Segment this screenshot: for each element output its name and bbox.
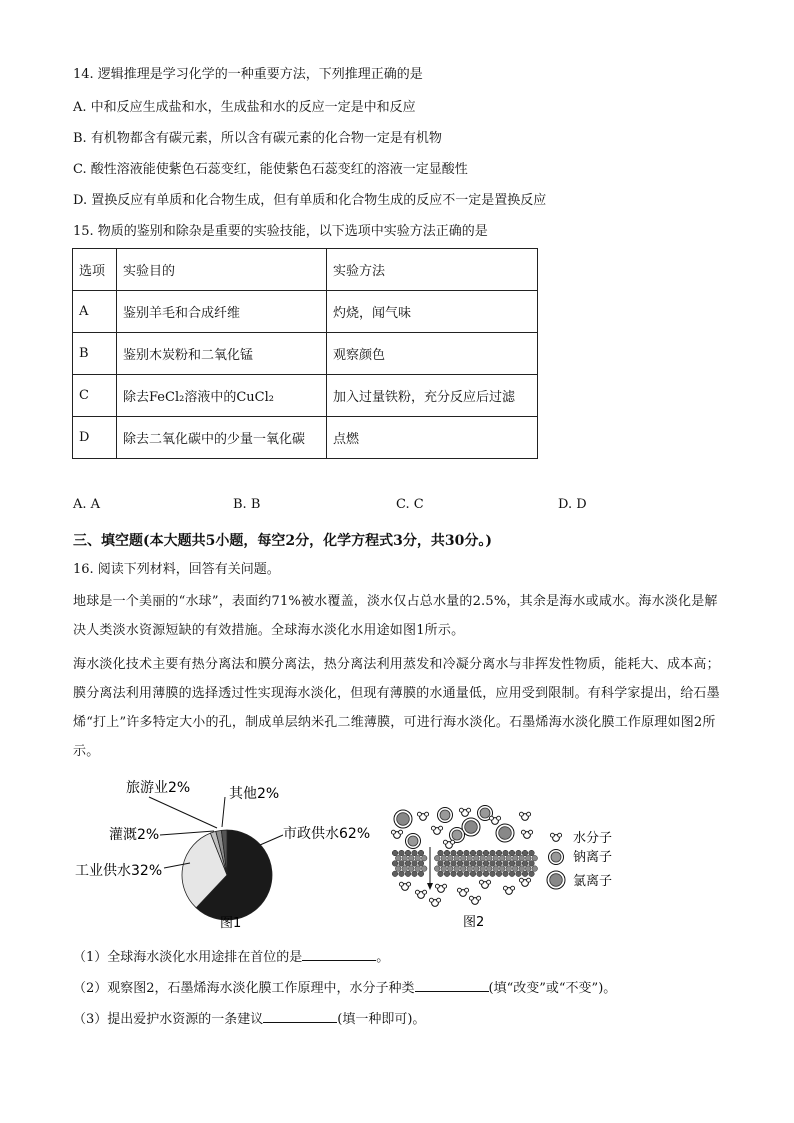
q15-option-b: B. B <box>233 497 261 512</box>
fig2-caption: 图2 <box>463 915 485 930</box>
table-header: 选项 <box>73 249 117 291</box>
membrane-atom <box>522 861 528 867</box>
membrane-atom <box>512 866 518 872</box>
membrane-atom <box>486 855 492 861</box>
membrane-atom <box>451 850 457 856</box>
q16-sub3-text: （3）提出爱护水资源的一条建议 <box>73 1012 264 1027</box>
table-cell: 灼烧，闻气味 <box>327 291 538 333</box>
membrane-atom <box>525 866 531 872</box>
membrane-atom <box>408 855 414 861</box>
membrane-atom <box>438 861 444 867</box>
membrane-atom <box>470 861 476 867</box>
membrane-atom <box>434 855 440 861</box>
water-molecule <box>521 830 532 838</box>
membrane-atom <box>438 850 444 856</box>
membrane-atom <box>447 855 453 861</box>
membrane-atom <box>506 855 512 861</box>
membrane-atom <box>438 871 444 877</box>
membrane-atom <box>464 871 470 877</box>
q14-option-c: C. 酸性溶液能使紫色石蕊变红，能使紫色石蕊变红的溶液一定显酸性 <box>73 162 468 177</box>
membrane-atom <box>516 850 522 856</box>
membrane-atom <box>412 861 418 867</box>
membrane-atom <box>509 871 515 877</box>
water-molecule <box>519 812 530 820</box>
membrane-atom <box>477 850 483 856</box>
membrane-atom <box>512 855 518 861</box>
membrane-atom <box>454 855 460 861</box>
membrane-atom <box>399 850 405 856</box>
water-molecule <box>435 884 446 892</box>
membrane-atom <box>516 871 522 877</box>
table-cell: 观察颜色 <box>327 333 538 375</box>
graphene-membrane <box>392 850 537 876</box>
membrane-atom <box>421 866 427 872</box>
membrane-atom <box>473 866 479 872</box>
membrane-atom <box>395 866 401 872</box>
table-cell: 点燃 <box>327 417 538 459</box>
membrane-atom <box>532 855 538 861</box>
fig1-caption: 图1 <box>220 916 242 931</box>
membrane-atom <box>503 850 509 856</box>
flow-arrow-head <box>427 883 433 890</box>
q14-option-d: D. 置换反应有单质和化合物生成，但有单质和化合物生成的反应不一定是置换反应 <box>73 193 547 208</box>
table-cell: 除去二氧化碳中的少量一氧化碳 <box>117 417 327 459</box>
water-molecule <box>489 816 500 824</box>
q16-sub2 <box>73 979 616 998</box>
section-heading: 三、填空题(本大题共5小题，每空2分，化学方程式3分，共30分。) <box>73 533 492 549</box>
membrane-atom <box>434 866 440 872</box>
membrane-atom <box>441 855 447 861</box>
q15-option-c: C. C <box>396 497 424 512</box>
membrane-atom <box>399 861 405 867</box>
membrane-atom <box>418 850 424 856</box>
water-molecule <box>431 826 442 834</box>
legend-chloride-label: 氯离子 <box>573 874 613 889</box>
fig1-pie-chart <box>72 775 392 935</box>
q16-sub3-end: (填一种即可)。 <box>337 1012 426 1027</box>
membrane-atom <box>519 855 525 861</box>
membrane-atom <box>454 866 460 872</box>
membrane-atom <box>451 871 457 877</box>
membrane-atom <box>493 855 499 861</box>
membrane-atom <box>529 850 535 856</box>
membrane-atom <box>490 850 496 856</box>
membrane-atom <box>447 866 453 872</box>
table-header: 实验目的 <box>117 249 327 291</box>
membrane-atom <box>499 855 505 861</box>
membrane-atom <box>477 871 483 877</box>
membrane-atom <box>532 866 538 872</box>
membrane-atom <box>444 850 450 856</box>
membrane-atom <box>509 861 515 867</box>
membrane-atom <box>529 861 535 867</box>
q16-sub3 <box>73 1010 425 1029</box>
water-molecule <box>417 812 428 820</box>
membrane-atom <box>395 855 401 861</box>
legend-water-label: 水分子 <box>573 831 613 846</box>
water-molecule <box>391 830 402 838</box>
membrane-atom <box>415 855 421 861</box>
pie-label-other: 其他2% <box>229 786 280 802</box>
membrane-atom <box>496 861 502 867</box>
membrane-atom <box>418 861 424 867</box>
membrane-atom <box>525 855 531 861</box>
membrane-atom <box>457 850 463 856</box>
q16-sub1 <box>73 948 389 967</box>
membrane-atom <box>464 861 470 867</box>
q16-sub1-end: 。 <box>376 950 390 965</box>
q16-paragraph-1: 地球是一个美丽的“水球”，表面约71%被水覆盖，淡水仅占总水量的2.5%，其余是海水或咸水。海水淡化是解决人类淡水资源短缺的有效措施。全球海水淡化水用途如图1所示。 <box>73 594 718 638</box>
q16-stem: 16. 阅读下列材料，回答有关问题。 <box>73 562 280 577</box>
leader-line-irrigation <box>160 831 214 835</box>
table-cell: D <box>73 417 117 459</box>
q15-table <box>72 248 538 459</box>
pie-label-irrigation: 灌溉2% <box>109 827 160 843</box>
legend-sodium-icon <box>549 850 564 865</box>
q14-stem: 14. 逻辑推理是学习化学的一种重要方法，下列推理正确的是 <box>73 67 423 82</box>
membrane-atom <box>496 850 502 856</box>
membrane-atom <box>483 871 489 877</box>
table-row <box>73 417 538 459</box>
membrane-atom <box>464 850 470 856</box>
membrane-atom <box>460 866 466 872</box>
membrane-atom <box>519 866 525 872</box>
table-cell: C <box>73 375 117 417</box>
membrane-atom <box>480 866 486 872</box>
membrane-atom <box>392 871 398 877</box>
water-molecule <box>479 880 490 888</box>
sodium-ion <box>438 808 453 823</box>
table-cell: A <box>73 291 117 333</box>
membrane-atom <box>444 861 450 867</box>
table-row <box>73 375 538 417</box>
membrane-atom <box>441 866 447 872</box>
legend-water-icon <box>550 833 561 841</box>
membrane-atom <box>486 866 492 872</box>
leader-line-municipal <box>260 835 283 845</box>
membrane-atom <box>477 861 483 867</box>
table-cell: 除去FeCl₂溶液中的CuCl₂ <box>117 375 327 417</box>
membrane-atom <box>493 866 499 872</box>
membrane-atom <box>402 866 408 872</box>
membrane-atom <box>490 871 496 877</box>
chloride-ion <box>496 824 514 842</box>
legend-sodium-label: 钠离子 <box>573 850 613 865</box>
q16-paragraph-2: 海水淡化技术主要有热分离法和膜分离法，热分离法利用蒸发和冷凝分离水与非挥发性物质，能耗大、成本高；膜分离法利用薄膜的选择透过性实现海水淡化，但现有薄膜的水通量低，应用受到限制。有科学家提出，给石墨烯“打上”许多特定大小的孔，制成单层纳米孔二维薄膜，可进行海水淡化。石墨烯海水淡化膜工作原理如图2所示。 <box>73 657 720 759</box>
legend-chloride-icon <box>547 871 565 889</box>
fig2-membrane-diagram <box>385 805 655 945</box>
water-molecule <box>503 886 514 894</box>
q14-option-b: B. 有机物都含有碳元素，所以含有碳元素的化合物一定是有机物 <box>73 131 442 146</box>
table-cell: 鉴别羊毛和合成纤维 <box>117 291 327 333</box>
membrane-atom <box>457 861 463 867</box>
membrane-atom <box>499 866 505 872</box>
membrane-atom <box>516 861 522 867</box>
table-cell: 鉴别木炭粉和二氧化锰 <box>117 333 327 375</box>
membrane-atom <box>405 850 411 856</box>
membrane-atom <box>392 850 398 856</box>
q15-option-d: D. D <box>558 497 587 512</box>
leader-line-tourism <box>149 797 217 828</box>
membrane-atom <box>467 866 473 872</box>
table-header: 实验方法 <box>327 249 538 291</box>
table-cell: 加入过量铁粉，充分反应后过滤 <box>327 375 538 417</box>
membrane-atom <box>415 866 421 872</box>
membrane-atom <box>483 861 489 867</box>
water-molecule <box>519 878 530 886</box>
membrane-atom <box>490 861 496 867</box>
membrane-atom <box>405 871 411 877</box>
membrane-atom <box>392 861 398 867</box>
q16-sub2-end: (填“改变”或“不变”)。 <box>488 981 617 996</box>
water-molecule <box>459 808 470 816</box>
membrane-atom <box>529 871 535 877</box>
sodium-ion <box>406 834 421 849</box>
membrane-atom <box>412 871 418 877</box>
membrane-atom <box>522 871 528 877</box>
membrane-atom <box>405 861 411 867</box>
membrane-atom <box>470 850 476 856</box>
q16-sub1-text: （1）全球海水淡化水用途排在首位的是 <box>73 950 303 965</box>
membrane-atom <box>470 871 476 877</box>
membrane-atom <box>451 861 457 867</box>
membrane-atom <box>421 855 427 861</box>
membrane-atom <box>457 871 463 877</box>
answer-blank[interactable] <box>415 979 489 992</box>
membrane-atom <box>509 850 515 856</box>
membrane-atom <box>506 866 512 872</box>
membrane-atom <box>408 866 414 872</box>
table-row <box>73 291 538 333</box>
water-molecule <box>469 896 480 904</box>
q16-sub2-text: （2）观察图2，石墨烯海水淡化膜工作原理中，水分子种类 <box>73 981 415 996</box>
chloride-ion <box>394 810 412 828</box>
q15-option-a: A. A <box>73 497 101 512</box>
q15-stem: 15. 物质的鉴别和除杂是重要的实验技能，以下选项中实验方法正确的是 <box>73 224 488 239</box>
membrane-atom <box>473 855 479 861</box>
membrane-atom <box>402 855 408 861</box>
water-molecule <box>399 882 410 890</box>
pie-label-industry: 工业供水32% <box>75 863 163 879</box>
membrane-atom <box>399 871 405 877</box>
leader-line-other <box>222 797 225 827</box>
membrane-atom <box>418 871 424 877</box>
table-cell: B <box>73 333 117 375</box>
membrane-atom <box>483 850 489 856</box>
answer-blank[interactable] <box>302 948 376 961</box>
water-molecule <box>429 898 440 906</box>
membrane-atom <box>467 855 473 861</box>
membrane-atom <box>522 850 528 856</box>
pie-label-tourism: 旅游业2% <box>126 780 191 796</box>
answer-blank[interactable] <box>263 1010 337 1023</box>
membrane-atom <box>496 871 502 877</box>
membrane-atom <box>503 861 509 867</box>
membrane-atom <box>480 855 486 861</box>
membrane-atom <box>503 871 509 877</box>
table-row <box>73 333 538 375</box>
membrane-atom <box>444 871 450 877</box>
water-molecule <box>457 888 468 896</box>
membrane-atom <box>412 850 418 856</box>
water-molecule <box>443 840 454 848</box>
table-header-row <box>73 249 538 291</box>
water-molecule <box>415 890 426 898</box>
pie-label-municipal: 市政供水62% <box>283 826 371 842</box>
membrane-atom <box>460 855 466 861</box>
q14-option-a: A. 中和反应生成盐和水，生成盐和水的反应一定是中和反应 <box>73 100 416 115</box>
